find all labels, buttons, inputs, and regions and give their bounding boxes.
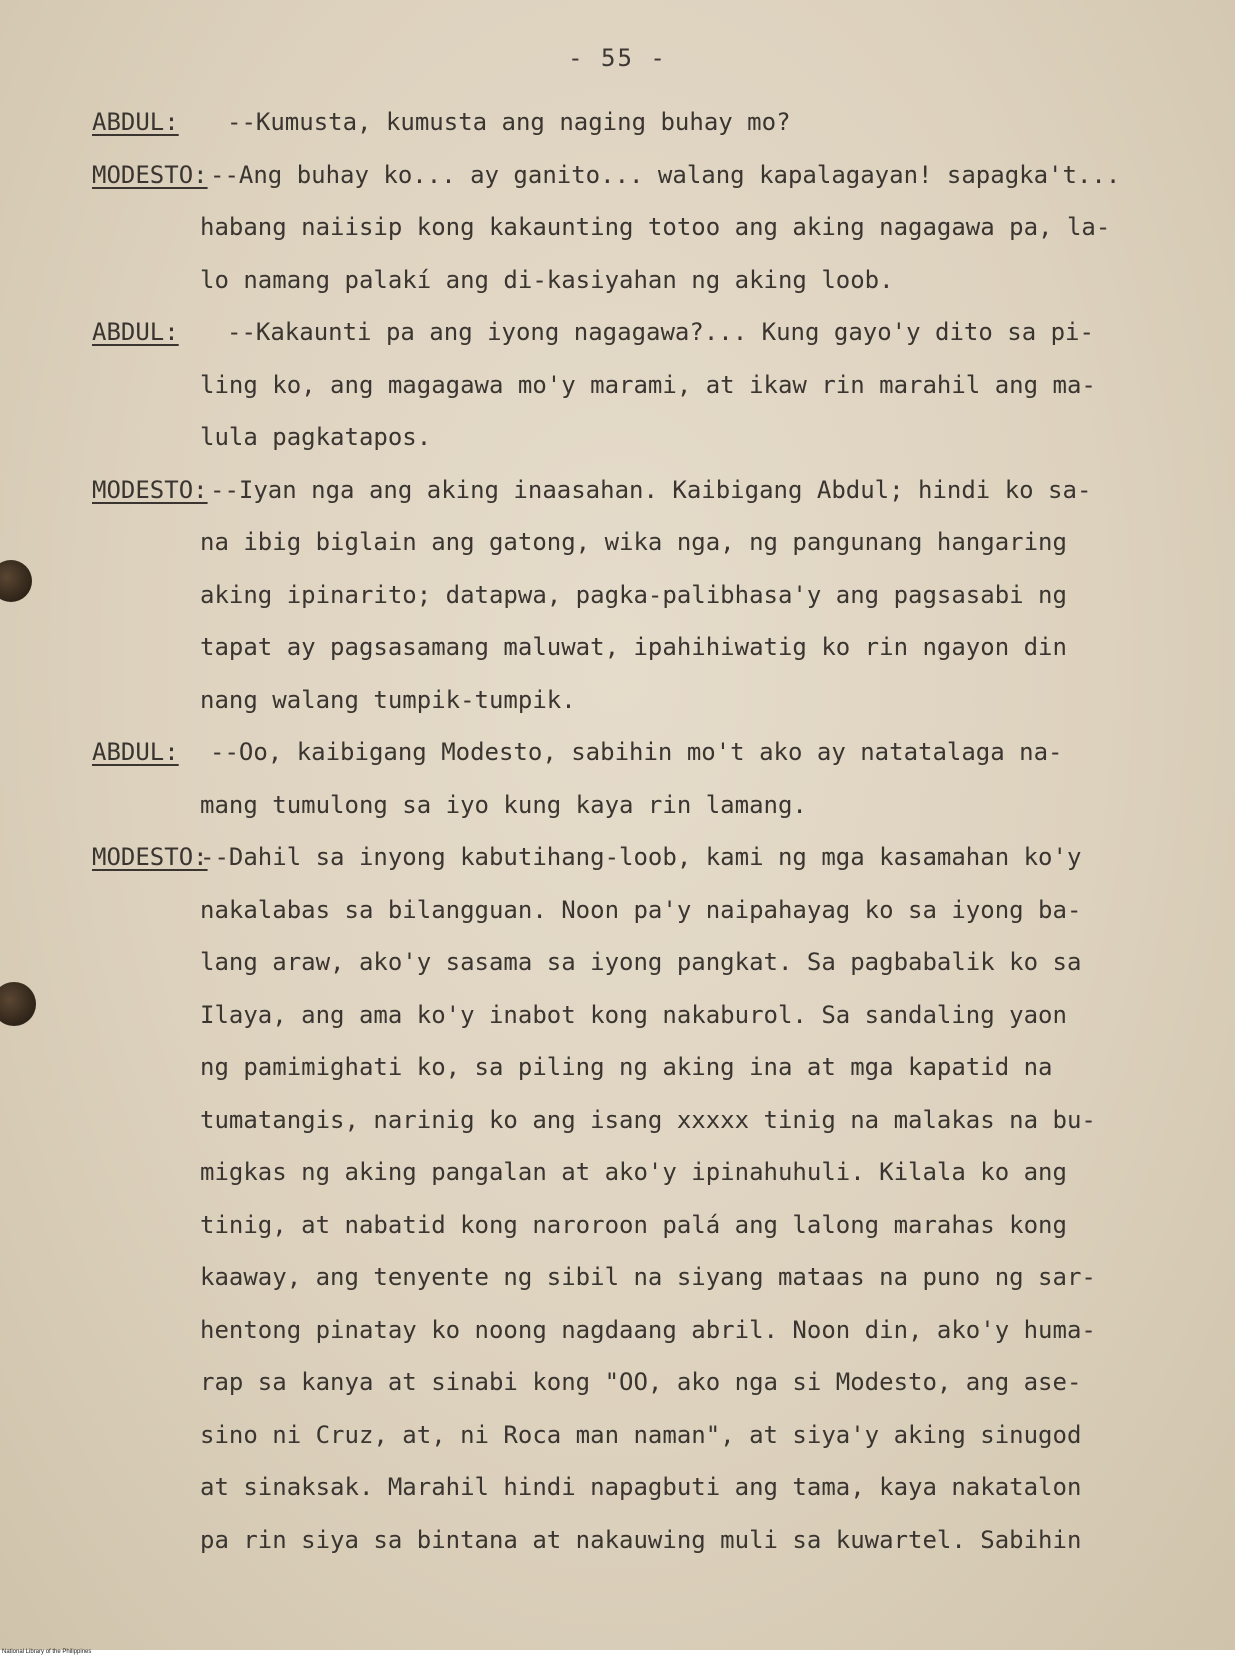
dialogue-line: --Kumusta, kumusta ang naging buhay mo? — [227, 108, 791, 136]
dialogue-line: nakalabas sa bilangguan. Noon pa'y naipahayag ko sa iyong ba- — [200, 895, 1082, 924]
dialogue-line: mang tumulong sa iyo kung kaya rin lamang. — [200, 790, 807, 819]
dialogue-line: lo namang palakí ang di-kasiyahan ng aking loob. — [200, 265, 894, 294]
dialogue-line: sino ni Cruz, at, ni Roca man naman", at siya'y aking sinugod — [200, 1420, 1082, 1449]
dialogue-line: --Kakaunti pa ang iyong nagagawa?... Kung gayo'y dito sa pi- — [227, 318, 1094, 346]
dialogue-line: tinig, at nabatid kong naroroon palá ang lalong marahas kong — [200, 1210, 1067, 1239]
punch-hole — [0, 560, 32, 602]
dialogue-line: lula pagkatapos. — [200, 423, 432, 451]
punch-hole — [0, 982, 36, 1026]
dialogue-speech — [92, 96, 1212, 149]
dialogue-line: tapat ay pagsasamang maluwat, ipahihiwatig ko rin ngayon din — [200, 633, 1067, 661]
speaker-name: ABDUL: — [92, 738, 179, 766]
dialogue-speech — [92, 726, 1212, 831]
dialogue-line: --Ang buhay ko... ay ganito... walang kapalagayan! sapagka't... — [210, 160, 1121, 189]
dialogue-line: lang araw, ako'y sasama sa iyong pangkat. Sa pagbabalik ko sa — [200, 948, 1082, 976]
speaker-name: ABDUL: — [92, 318, 179, 346]
dialogue-speech — [92, 306, 1212, 464]
dialogue-line: na ibig biglain ang gatong, wika nga, ng pangunang hangaring — [200, 528, 1067, 556]
dialogue-line: habang naiisip kong kakaunting totoo ang aking nagagawa pa, la- — [200, 213, 1111, 241]
dialogue-speech — [92, 464, 1212, 727]
dialogue-line: tumatangis, narinig ko ang isang xxxxx tinig na malakas na bu- — [200, 1105, 1096, 1134]
dialogue-script — [92, 96, 1212, 1566]
speaker-name: MODESTO: — [92, 843, 208, 871]
dialogue-speech — [92, 831, 1212, 1566]
dialogue-speech — [92, 149, 1212, 307]
dialogue-line: hentong pinatay ko noong nagdaang abril. Noon din, ako'y huma- — [200, 1315, 1096, 1344]
speaker-name: ABDUL: — [92, 108, 179, 136]
dialogue-line: migkas ng aking pangalan at ako'y ipinahuhuli. Kilala ko ang — [200, 1158, 1067, 1186]
footer-credit: National Library of the Philippines — [2, 1649, 92, 1655]
speaker-name: MODESTO: — [92, 160, 208, 189]
dialogue-line: pa rin siya sa bintana at nakauwing muli sa kuwartel. Sabihin — [200, 1525, 1082, 1554]
dialogue-line: ling ko, ang magagawa mo'y marami, at ikaw rin marahil ang ma- — [200, 370, 1096, 399]
dialogue-line: --Dahil sa inyong kabutihang-loob, kami ng mga kasamahan ko'y — [200, 843, 1082, 871]
dialogue-line: kaaway, ang tenyente ng sibil na siyang mataas na puno ng sar- — [200, 1263, 1096, 1291]
dialogue-line: --Oo, kaibigang Modesto, sabihin mo't ako ay natatalaga na- — [210, 738, 1063, 766]
dialogue-line: rap sa kanya at sinabi kong "OO, ako nga si Modesto, ang ase- — [200, 1368, 1082, 1396]
dialogue-line: at sinaksak. Marahil hindi napagbuti ang tama, kaya nakatalon — [200, 1473, 1082, 1501]
speaker-name: MODESTO: — [92, 475, 208, 504]
footer-strip — [0, 1650, 1235, 1658]
dialogue-line: Ilaya, ang ama ko'y inabot kong nakaburol. Sa sandaling yaon — [200, 1000, 1067, 1029]
dialogue-line: ng pamimighati ko, sa piling ng aking ina at mga kapatid na — [200, 1053, 1053, 1081]
dialogue-line: aking ipinarito; datapwa, pagka-palibhasa'y ang pagsasabi ng — [200, 580, 1067, 609]
dialogue-line: nang walang tumpik-tumpik. — [200, 685, 576, 714]
dialogue-line: --Iyan nga ang aking inaasahan. Kaibigang Abdul; hindi ko sa- — [210, 475, 1092, 504]
page-number: - 55 - — [568, 44, 667, 72]
